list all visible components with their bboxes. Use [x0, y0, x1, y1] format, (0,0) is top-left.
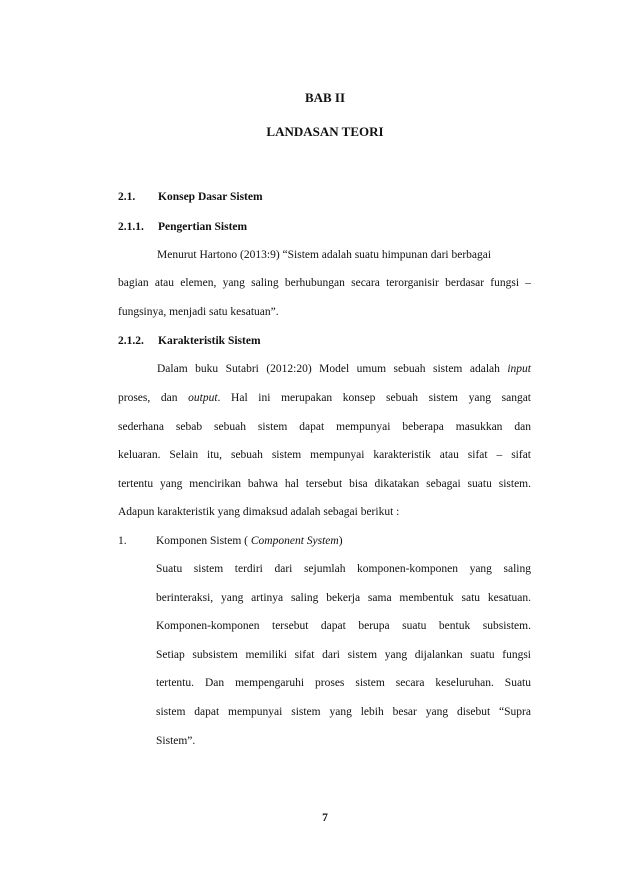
page-number: 7	[322, 812, 328, 824]
emphasis-component-system: Component System	[250, 535, 339, 547]
emphasis-input: input	[507, 363, 531, 375]
section-title: Karakteristik Sistem	[158, 335, 261, 347]
paragraph-line: tertentu yang mencirikan bahwa hal tersebut bisa dikatakan sebagai suatu sistem.	[118, 478, 531, 490]
section-number: 2.1.2.	[118, 335, 144, 347]
paragraph-line: keluaran. Selain itu, sebuah sistem mempunyai karakteristik atau sifat – sifat	[118, 449, 531, 461]
emphasis-output: output	[188, 392, 218, 404]
list-item-number: 1.	[118, 535, 127, 547]
section-heading-2-1-2	[118, 335, 261, 347]
paragraph-line: Dalam buku Sutabri (2012:20) Model umum sebuah sistem adalah input	[157, 363, 531, 375]
list-item-line: Suatu sistem terdiri dari sejumlah komponen-komponen yang saling	[156, 563, 531, 575]
paragraph-line: Menurut Hartono (2013:9) “Sistem adalah suatu himpunan dari berbagai	[157, 249, 492, 261]
list-item-line: Komponen-komponen tersebut dapat berupa suatu bentuk subsistem.	[156, 620, 531, 632]
section-title: Pengertian Sistem	[158, 221, 248, 233]
paragraph-line: bagian atau elemen, yang saling berhubungan secara terorganisir berdasar fungsi –	[118, 277, 531, 289]
list-item-line: Sistem”.	[156, 735, 196, 747]
paragraph-line: proses, dan output. Hal ini merupakan konsep sebuah sistem yang sangat	[118, 392, 532, 404]
chapter-number: BAB II	[304, 90, 346, 105]
paragraph-line: fungsinya, menjadi satu kesatuan”.	[118, 306, 279, 318]
paragraph-line: sederhana sebab sebuah sistem dapat mempunyai beberapa masukkan dan	[118, 421, 531, 433]
list-item-line: tertentu. Dan mempengaruhi proses sistem secara keseluruhan. Suatu	[156, 677, 531, 689]
section-heading-2-1-1	[118, 221, 247, 233]
list-item-line: Setiap subsistem memiliki sifat dari sistem yang dijalankan suatu fungsi	[156, 649, 531, 661]
list-item-line: sistem dapat mempunyai sistem yang lebih besar yang disebut “Supra	[156, 706, 531, 718]
section-number: 2.1.	[118, 191, 136, 203]
chapter-title: LANDASAN TEORI	[266, 124, 384, 139]
section-title: Konsep Dasar Sistem	[158, 191, 263, 203]
list-item-line: berinteraksi, yang artinya saling bekerja sama membentuk satu kesatuan.	[156, 592, 531, 604]
list-item-label: 1. Komponen Sistem ( Component System)	[118, 535, 343, 547]
section-heading-2-1	[118, 191, 263, 203]
paragraph-line: Adapun karakteristik yang dimaksud adalah sebagai berikut :	[118, 506, 400, 518]
section-number: 2.1.1.	[118, 221, 144, 233]
